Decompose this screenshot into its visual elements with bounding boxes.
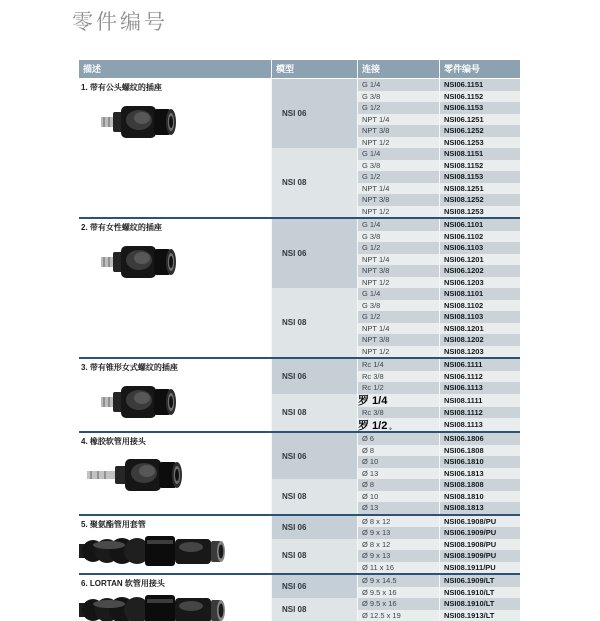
connection-cell: Ø 8 x 12 bbox=[357, 539, 439, 551]
connection-cell: Rc 3/8 bbox=[357, 407, 439, 419]
lortan-hose-fitting-photo bbox=[79, 588, 231, 621]
table-row bbox=[357, 610, 520, 621]
table-row bbox=[357, 562, 520, 574]
connection-cell: Rc 1/2 bbox=[357, 382, 439, 394]
connection-cell: NPT 1/2 bbox=[357, 137, 439, 149]
description-cell bbox=[79, 359, 271, 431]
part-number-cell: NSI06.1806 bbox=[439, 433, 520, 445]
part-number-cell: NSI06.1253 bbox=[439, 137, 520, 149]
part-number-cell: NSI08.1203 bbox=[439, 346, 520, 358]
table-row bbox=[357, 125, 520, 137]
connection-cell: Ø 13 bbox=[357, 502, 439, 514]
table-row bbox=[357, 206, 520, 218]
part-number-cell: NSI08.1908/PU bbox=[439, 539, 520, 551]
table-row bbox=[357, 479, 520, 491]
connection-cell: G 1/4 bbox=[357, 288, 439, 300]
table-row bbox=[357, 346, 520, 358]
model-group bbox=[271, 148, 520, 217]
model-cell: NSI 06 bbox=[271, 219, 357, 288]
part-number-cell: NSI08.1810 bbox=[439, 491, 520, 503]
model-group bbox=[271, 394, 520, 432]
part-number-cell: NSI08.1113 bbox=[439, 418, 520, 431]
model-group bbox=[271, 359, 520, 394]
table-row bbox=[357, 91, 520, 103]
part-number-cell: NSI06.1151 bbox=[439, 79, 520, 91]
connection-cell: NPT 3/8 bbox=[357, 194, 439, 206]
table-row bbox=[357, 433, 520, 445]
connection-cell: Ø 9.5 x 16 bbox=[357, 598, 439, 610]
table-row bbox=[357, 311, 520, 323]
part-number-cell: NSI08.1151 bbox=[439, 148, 520, 160]
part-number-cell: NSI08.1808 bbox=[439, 479, 520, 491]
table-row bbox=[357, 277, 520, 289]
table-row bbox=[357, 114, 520, 126]
column-header-1: 模型 bbox=[271, 60, 357, 78]
part-number-cell: NSI08.1152 bbox=[439, 160, 520, 172]
part-number-cell: NSI08.1913/LT bbox=[439, 610, 520, 621]
description-cell bbox=[79, 575, 271, 621]
description-cell bbox=[79, 516, 271, 574]
part-number-cell: NSI06.1202 bbox=[439, 265, 520, 277]
part-number-cell: NSI06.1152 bbox=[439, 91, 520, 103]
model-cell: NSI 08 bbox=[271, 479, 357, 514]
part-number-cell: NSI06.1808 bbox=[439, 445, 520, 457]
column-header-3: 零件编号 bbox=[439, 60, 520, 78]
connection-cell: Ø 6 bbox=[357, 433, 439, 445]
table-row bbox=[357, 183, 520, 195]
pu-tube-fitting-photo bbox=[79, 529, 231, 574]
part-number-cell: NSI06.1203 bbox=[439, 277, 520, 289]
connection-cell: NPT 1/4 bbox=[357, 183, 439, 195]
part-number-cell: NSI08.1813 bbox=[439, 502, 520, 514]
section-label: 3. 带有锥形女式螺纹的插座 bbox=[79, 359, 271, 373]
part-number-cell: NSI08.1153 bbox=[439, 171, 520, 183]
part-number-cell: NSI08.1201 bbox=[439, 323, 520, 335]
description-cell bbox=[79, 79, 271, 217]
connection-cell: G 1/4 bbox=[357, 148, 439, 160]
section-4 bbox=[79, 431, 520, 514]
model-group bbox=[271, 575, 520, 598]
table-row bbox=[357, 323, 520, 335]
table-row bbox=[357, 231, 520, 243]
model-cell: NSI 08 bbox=[271, 288, 357, 357]
taper-female-thread-coupling-photo bbox=[101, 381, 181, 428]
table-row bbox=[357, 194, 520, 206]
table-row bbox=[357, 254, 520, 266]
connection-cell: G 1/4 bbox=[357, 79, 439, 91]
part-number-cell: NSI08.1103 bbox=[439, 311, 520, 323]
connection-cell: NPT 1/2 bbox=[357, 277, 439, 289]
table-row bbox=[357, 587, 520, 599]
table-row bbox=[357, 456, 520, 468]
table-row bbox=[357, 219, 520, 231]
model-group bbox=[271, 288, 520, 357]
table-row bbox=[357, 334, 520, 346]
model-group bbox=[271, 219, 520, 288]
connection-cell: Ø 12.5 x 19 bbox=[357, 610, 439, 621]
table-row bbox=[357, 516, 520, 528]
part-number-cell: NSI06.1252 bbox=[439, 125, 520, 137]
part-number-cell: NSI06.1112 bbox=[439, 371, 520, 383]
table-row bbox=[357, 502, 520, 514]
connection-cell: 罗 1/4 bbox=[357, 394, 439, 407]
table-row bbox=[357, 242, 520, 254]
part-number-cell: NSI08.1101 bbox=[439, 288, 520, 300]
connection-cell: Ø 10 bbox=[357, 491, 439, 503]
connection-cell: G 3/8 bbox=[357, 160, 439, 172]
connection-cell: Ø 13 bbox=[357, 468, 439, 480]
section-label: 2. 带有女性螺纹的插座 bbox=[79, 219, 271, 233]
table-row bbox=[357, 148, 520, 160]
table-row bbox=[357, 468, 520, 480]
part-number-cell: NSI06.1153 bbox=[439, 102, 520, 114]
table-header-row bbox=[79, 60, 520, 78]
part-number-cell: NSI06.1111 bbox=[439, 359, 520, 371]
part-number-cell: NSI08.1910/LT bbox=[439, 598, 520, 610]
part-number-cell: NSI08.1911/PU bbox=[439, 562, 520, 574]
rubber-hose-coupling-photo bbox=[87, 453, 195, 502]
female-thread-coupling-photo bbox=[101, 241, 181, 288]
table-row bbox=[357, 288, 520, 300]
part-number-cell: NSI06.1103 bbox=[439, 242, 520, 254]
model-group bbox=[271, 479, 520, 514]
part-number-cell: NSI06.1102 bbox=[439, 231, 520, 243]
section-label: 5. 聚氨酯管用套管 bbox=[79, 516, 271, 530]
connection-cell: Rc 1/4 bbox=[357, 359, 439, 371]
model-cell: NSI 08 bbox=[271, 148, 357, 217]
table-body bbox=[79, 79, 520, 621]
connection-cell: G 1/2 bbox=[357, 171, 439, 183]
connection-cell: G 3/8 bbox=[357, 231, 439, 243]
model-cell: NSI 06 bbox=[271, 575, 357, 598]
connection-cell: G 1/2 bbox=[357, 242, 439, 254]
description-cell bbox=[79, 433, 271, 514]
part-number-cell: NSI08.1111 bbox=[439, 394, 520, 407]
part-number-cell: NSI06.1201 bbox=[439, 254, 520, 266]
connection-cell: NPT 1/2 bbox=[357, 206, 439, 218]
connection-cell: Ø 11 x 16 bbox=[357, 562, 439, 574]
part-number-cell: NSI08.1909/PU bbox=[439, 550, 520, 562]
table-row bbox=[357, 445, 520, 457]
table-row bbox=[357, 527, 520, 539]
table-row bbox=[357, 171, 520, 183]
part-number-cell: NSI06.1113 bbox=[439, 382, 520, 394]
column-header-2: 连接 bbox=[357, 60, 439, 78]
section-3 bbox=[79, 357, 520, 431]
part-number-cell: NSI06.1813 bbox=[439, 468, 520, 480]
connection-cell: NPT 1/4 bbox=[357, 254, 439, 266]
part-number-cell: NSI08.1251 bbox=[439, 183, 520, 195]
table-row bbox=[357, 359, 520, 371]
section-label: 1. 带有公头螺纹的插座 bbox=[79, 79, 271, 93]
part-number-cell: NSI06.1908/PU bbox=[439, 516, 520, 528]
part-number-cell: NSI08.1202 bbox=[439, 334, 520, 346]
part-number-cell: NSI06.1909/LT bbox=[439, 575, 520, 587]
table-row bbox=[357, 300, 520, 312]
model-group bbox=[271, 79, 520, 148]
section-2 bbox=[79, 217, 520, 357]
connection-cell: Ø 9 x 13 bbox=[357, 527, 439, 539]
section-5 bbox=[79, 514, 520, 574]
connection-cell: Ø 10 bbox=[357, 456, 439, 468]
column-header-0: 描述 bbox=[79, 60, 271, 78]
connection-cell: Ø 9 x 14.5 bbox=[357, 575, 439, 587]
model-group bbox=[271, 433, 520, 479]
connection-cell: Ø 8 bbox=[357, 445, 439, 457]
model-group bbox=[271, 598, 520, 621]
table-row bbox=[357, 394, 520, 407]
part-number-cell: NSI08.1252 bbox=[439, 194, 520, 206]
connection-cell: NPT 3/8 bbox=[357, 265, 439, 277]
table-row bbox=[357, 265, 520, 277]
page-title: 零件编号 bbox=[72, 6, 168, 36]
connection-cell: G 3/8 bbox=[357, 91, 439, 103]
part-number-cell: NSI08.1253 bbox=[439, 206, 520, 218]
parts-table bbox=[79, 60, 520, 621]
connection-cell: Rc 3/8 bbox=[357, 371, 439, 383]
connection-cell: Ø 9.5 x 16 bbox=[357, 587, 439, 599]
connection-cell: G 1/2 bbox=[357, 102, 439, 114]
part-number-cell: NSI06.1910/LT bbox=[439, 587, 520, 599]
section-label: 6. LORTAN 软管用接头 bbox=[79, 575, 271, 589]
table-row bbox=[357, 550, 520, 562]
table-row bbox=[357, 418, 520, 431]
model-group bbox=[271, 539, 520, 574]
connection-cell: NPT 1/4 bbox=[357, 114, 439, 126]
connection-cell: G 1/4 bbox=[357, 219, 439, 231]
model-cell: NSI 08 bbox=[271, 394, 357, 432]
male-thread-coupling-photo bbox=[101, 101, 181, 148]
part-number-cell: NSI06.1101 bbox=[439, 219, 520, 231]
table-row bbox=[357, 539, 520, 551]
connection-cell: NPT 3/8 bbox=[357, 125, 439, 137]
connection-cell: NPT 3/8 bbox=[357, 334, 439, 346]
connection-cell: NPT 1/2 bbox=[357, 346, 439, 358]
table-row bbox=[357, 79, 520, 91]
part-number-cell: NSI08.1112 bbox=[439, 407, 520, 419]
model-group bbox=[271, 516, 520, 539]
model-cell: NSI 06 bbox=[271, 433, 357, 479]
table-row bbox=[357, 160, 520, 172]
table-row bbox=[357, 575, 520, 587]
table-row bbox=[357, 137, 520, 149]
part-number-cell: NSI06.1909/PU bbox=[439, 527, 520, 539]
model-cell: NSI 06 bbox=[271, 516, 357, 539]
description-cell bbox=[79, 219, 271, 357]
model-cell: NSI 06 bbox=[271, 359, 357, 394]
section-6 bbox=[79, 573, 520, 621]
part-number-cell: NSI06.1810 bbox=[439, 456, 520, 468]
section-1 bbox=[79, 79, 520, 217]
connection-cell: Ø 8 bbox=[357, 479, 439, 491]
model-cell: NSI 06 bbox=[271, 79, 357, 148]
part-number-cell: NSI06.1251 bbox=[439, 114, 520, 126]
section-label: 4. 橡胶软管用接头 bbox=[79, 433, 271, 447]
connection-cell: Ø 8 x 12 bbox=[357, 516, 439, 528]
table-row bbox=[357, 491, 520, 503]
table-row bbox=[357, 102, 520, 114]
connection-suffix: 。 bbox=[389, 422, 395, 431]
part-number-cell: NSI08.1102 bbox=[439, 300, 520, 312]
connection-cell: G 1/2 bbox=[357, 311, 439, 323]
model-cell: NSI 08 bbox=[271, 598, 357, 621]
connection-cell: Ø 9 x 13 bbox=[357, 550, 439, 562]
connection-cell: G 3/8 bbox=[357, 300, 439, 312]
connection-cell: NPT 1/4 bbox=[357, 323, 439, 335]
table-row bbox=[357, 371, 520, 383]
connection-cell: 罗 1/2 。 bbox=[357, 418, 439, 431]
model-cell: NSI 08 bbox=[271, 539, 357, 574]
